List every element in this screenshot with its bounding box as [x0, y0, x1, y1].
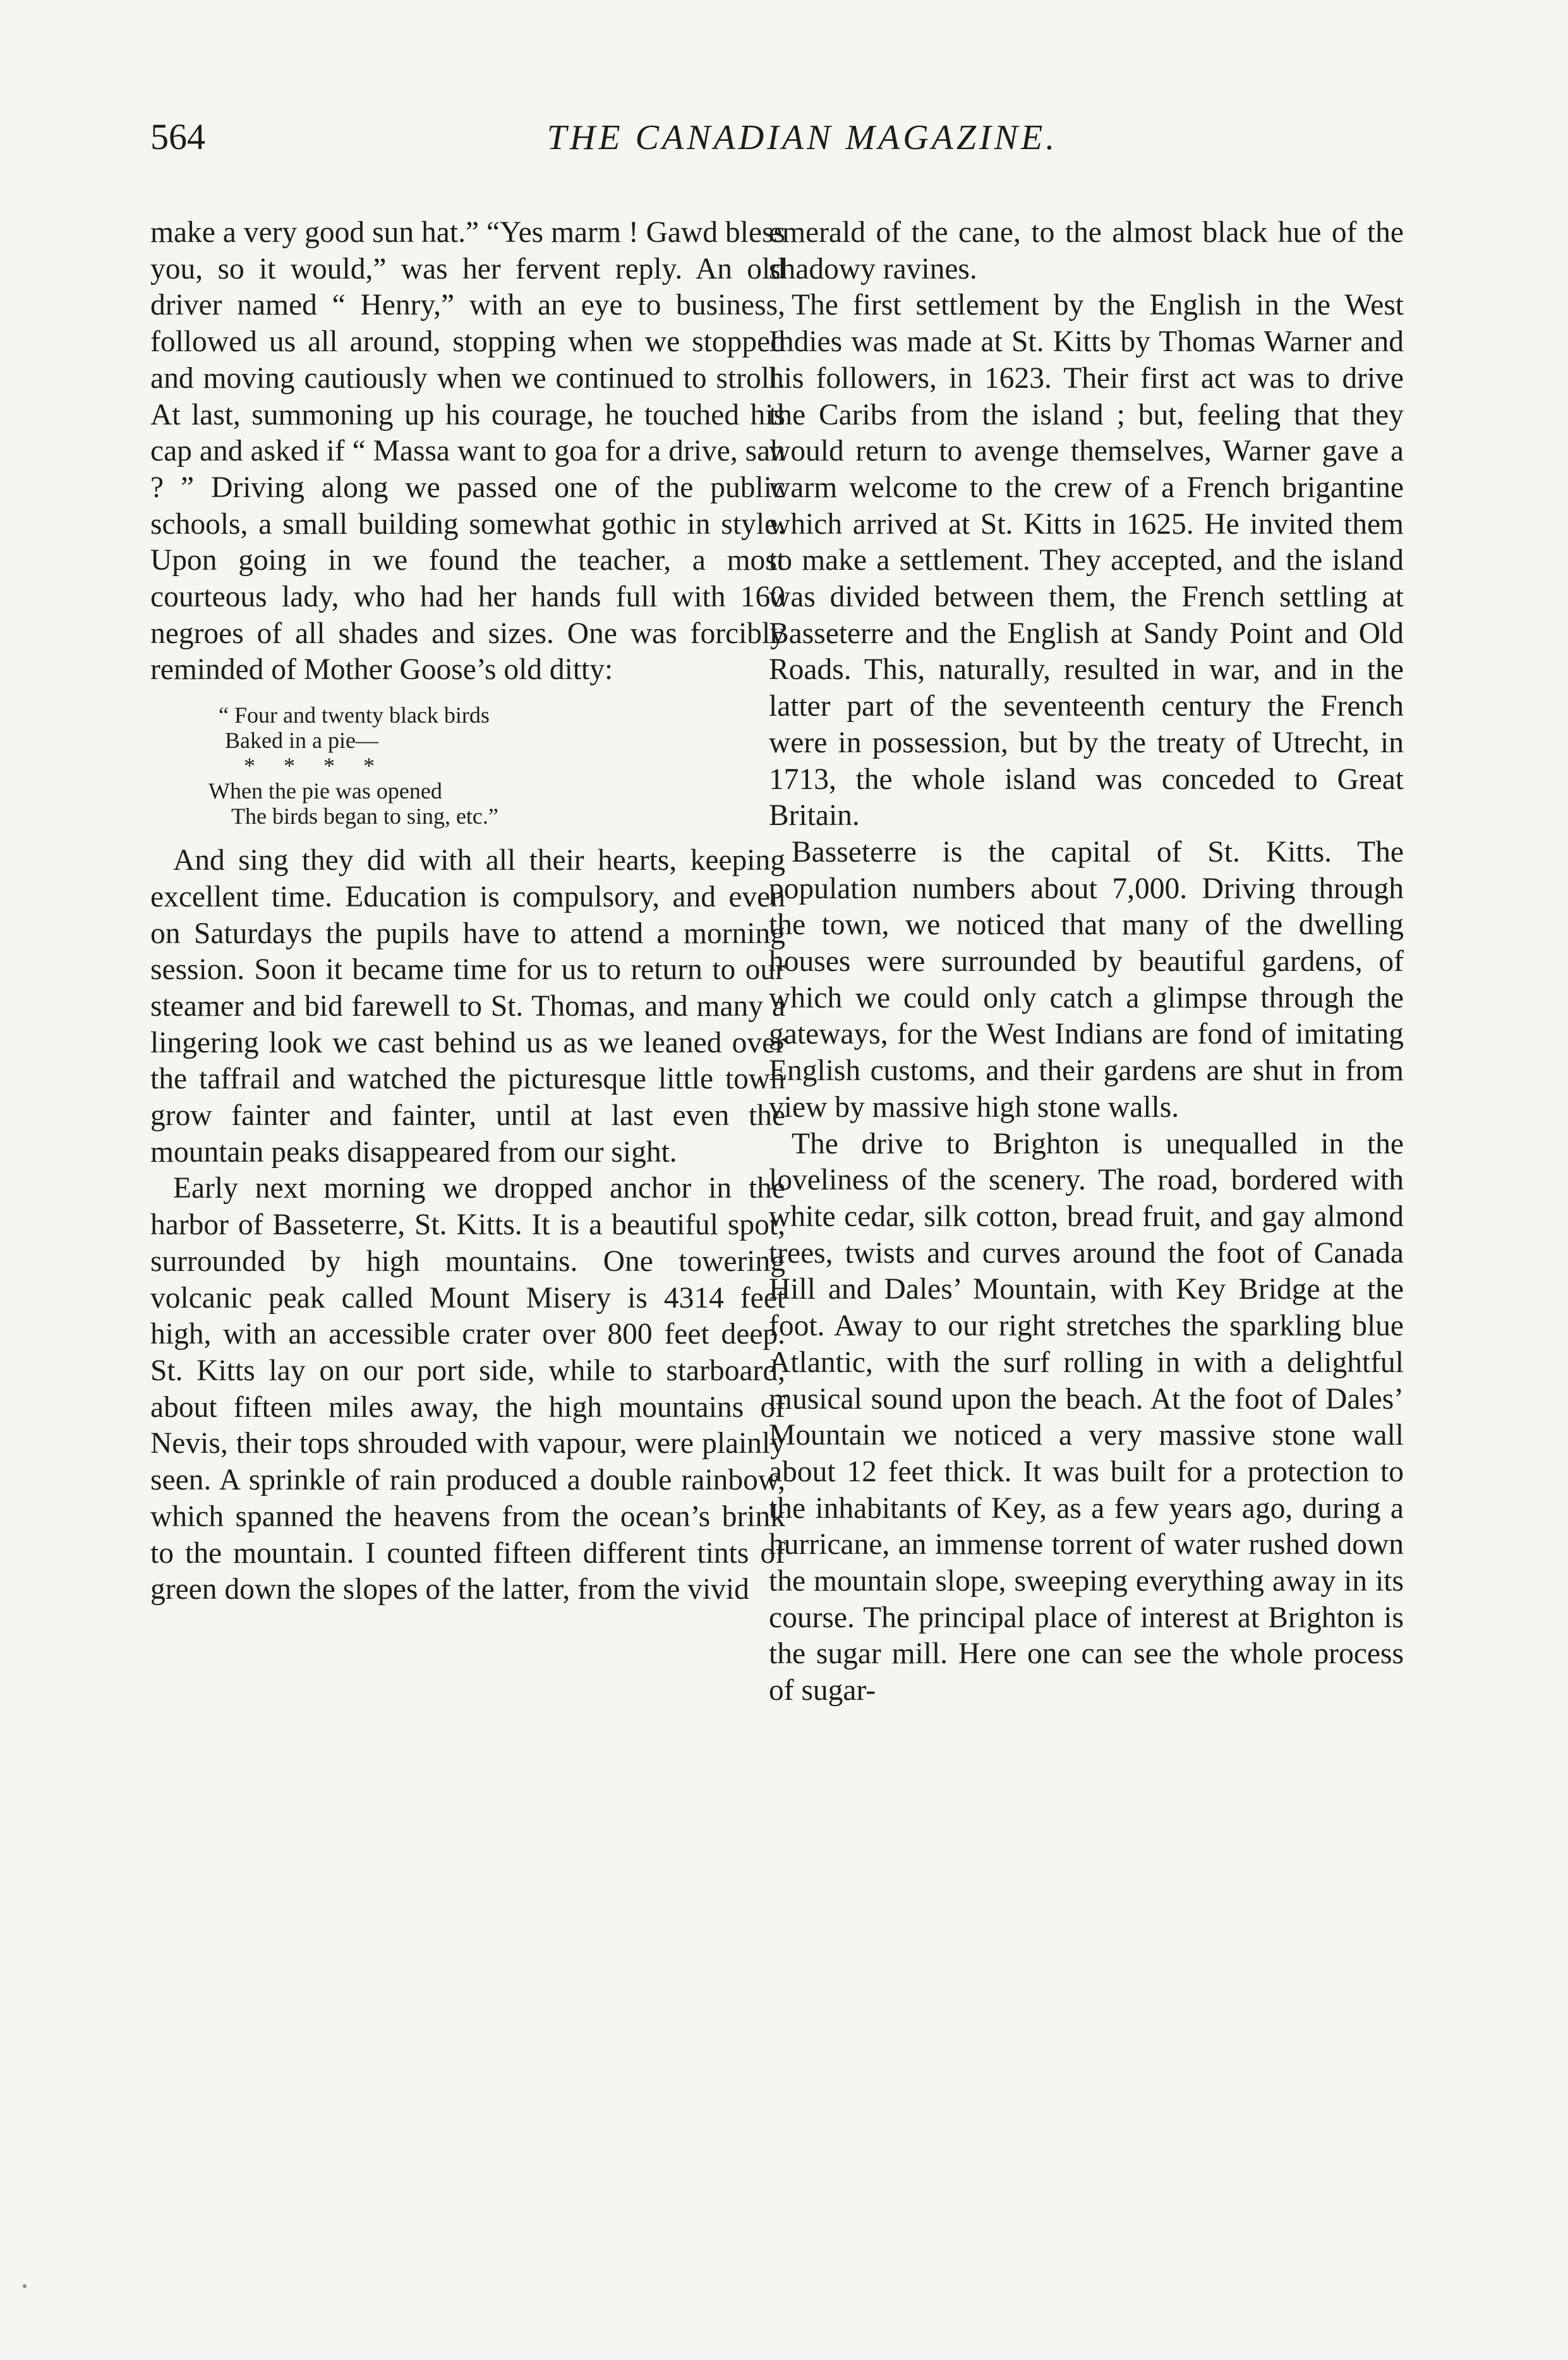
paragraph: The drive to Brighton is unequalled in the loveliness of the scenery. The road, bordered with white cedar, silk cotton, bread fruit, and gay almond trees, twists and curves around the foot of Canada Hill and Dales’ Mountain, with Key Bridge at the foot. Away to our right stretches the sparkling blue Atlantic, with the surf rolling in with a delightful musical sound upon the beach. At the foot of Dales’ Mountain we noticed a very massive stone wall about 12 feet thick. It was built for a protection to the inhabitants of Key, as a few years ago, during a hurricane, an immense torrent of water rushed down the mountain slope, sweeping everything away in its course. The principal place of interest at Brighton is the sugar mill. Here one can see the whole process of sugar-	[769, 1127, 1404, 1707]
paragraph: The first settlement by the English in the West Indies was made at St. Kitts by Thomas Warner and his followers, in 1623. Their first act was to drive the Caribs from the island ; but, feeling that they would return to avenge themselves, Warner gave a warm welcome to the crew of a French brigantine which arrived at St. Kitts in 1625. He invited them to make a settlement. They accepted, and the island was divided between them, the French settling at Basseterre and the English at Sandy Point and Old Roads. This, naturally, resulted in war, and in the latter part of the seventeenth century the French were in possession, but by the treaty of Utrecht, in 1713, the whole island was conceded to Great Britain.	[769, 289, 1404, 833]
verse-line: When the pie was opened	[208, 778, 442, 804]
paragraph: Early next morning we dropped anchor in the harbor of Basseterre, St. Kitts. It is a beautiful spot, surrounded by high mountains. One towering volcanic peak called Mount Misery is 4314 feet high, with an accessible crater over 800 feet deep. St. Kitts lay on our port side, while to starboard, about fifteen miles away, the high mountains of Nevis, their tops shrouded with vapour, were plainly seen. A sprinkle of rain produced a double rainbow, which spanned the heavens from the ocean’s brink to the mountain. I counted fifteen different tints of green down the slopes of the latter, from the vivid	[150, 1172, 785, 1606]
paragraph: emerald of the cane, to the almost black hue of the shadowy ravines.	[769, 216, 1404, 286]
verse-ellipsis: * * * *	[244, 753, 375, 779]
running-title: THE CANADIAN MAGAZINE.	[546, 118, 1058, 157]
paragraph: make a very good sun hat.” “Yes marm ! Gawd bless you, so it would,” was her fervent reply. An old driver named “ Henry,” with an eye to business, followed us all around, stopping when we stopped and moving cautiously when we continued to stroll. At last, summoning up his courage, he touched his cap and asked if “ Massa want to goa for a drive, sah ? ” Driving along we passed one of the public schools, a small building somewhat gothic in style. Upon going in we found the teacher, a most courteous lady, who had her hands full with 160 negroes of all shades and sizes. One was forcibly reminded of Mother Goose’s old ditty:	[150, 216, 785, 687]
paragraph: Basseterre is the capital of St. Kitts. The population numbers about 7,000. Driving through the town, we noticed that many of the dwelling houses were surrounded by beautiful gardens, of which we could only catch a glimpse through the gateways, for the West Indians are fond of imitating English customs, and their gardens are shut in from view by massive high stone walls.	[769, 835, 1404, 1124]
scan-speck	[23, 2284, 27, 2288]
paragraph: And sing they did with all their hearts, keeping excellent time. Education is compulsory, and even on Saturdays the pupils have to attend a morning session. Soon it became time for us to return to our steamer and bid farewell to St. Thomas, and many a lingering look we cast behind us as we leaned over the taffrail and watched the picturesque little town grow fainter and fainter, until at last even the mountain peaks disappeared from our sight.	[150, 844, 785, 1169]
verse-quote	[150, 702, 785, 829]
page-number: 564	[150, 116, 205, 157]
left-column	[150, 215, 785, 1608]
verse-line: “ Four and twenty black birds	[219, 702, 490, 728]
right-column	[769, 215, 1404, 1709]
verse-line: The birds began to sing, etc.”	[231, 804, 498, 829]
verse-line: Baked in a pie—	[225, 728, 378, 754]
